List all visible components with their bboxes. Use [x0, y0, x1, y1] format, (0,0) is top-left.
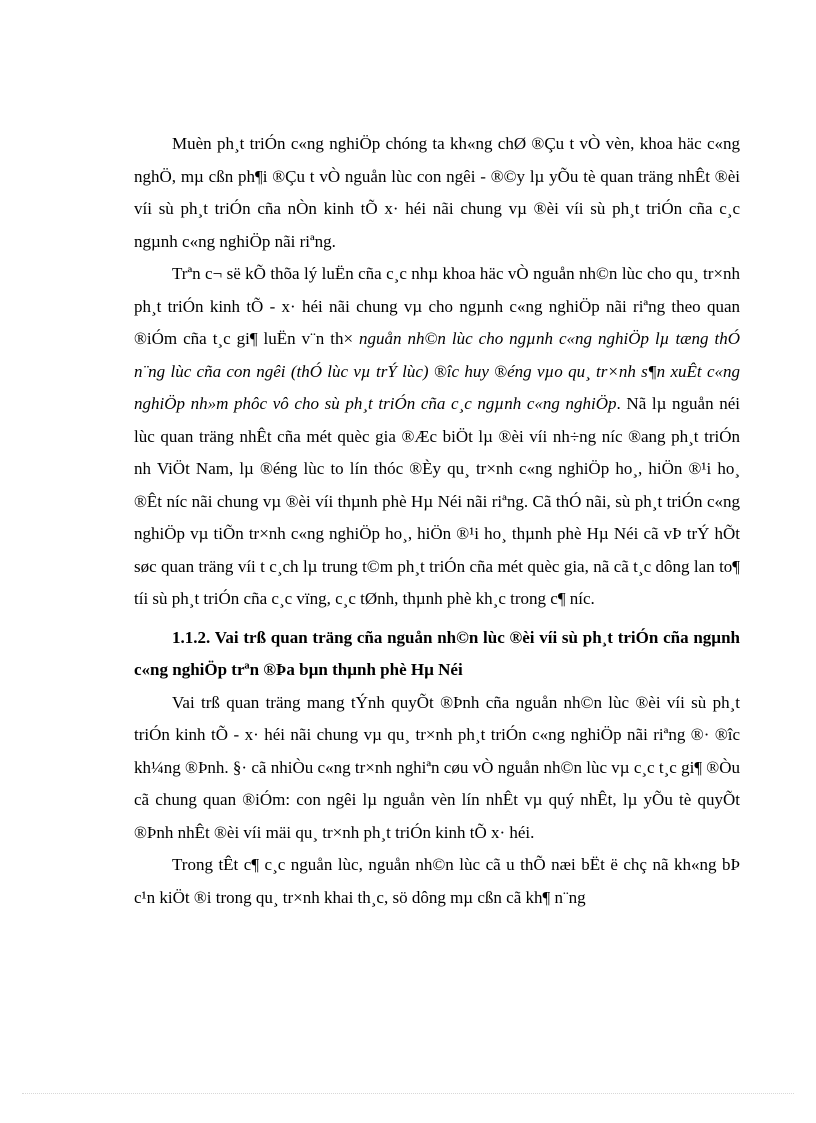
paragraph-4: [134, 849, 740, 914]
document-body: [134, 128, 740, 914]
paragraph-2: [134, 258, 740, 616]
paragraph-4-text: Trong tÊt c¶ c¸c nguån lùc, nguån nh©n lùc cã u thÕ næi bËt ë chç nã kh«ng bÞ c¹n kiÖt ®i trong qu¸ tr×nh khai th¸c, sö dông mµ cßn cã kh¶ n¨ng: [134, 855, 740, 907]
paragraph-2-definition-italic: nguån nh©n lùc cho ngµnh c«ng nghiÖp lµ tæng thÓ n¨ng lùc cña con ngêi (thÓ lùc vµ trÝ lùc) ®îc huy ®éng vµo qu¸ tr×nh s¶n xuÊt c«ng nghiÖp nh»m phôc vô cho sù ph¸t triÓn cña c¸c ngµnh c«ng nghiÖp: [134, 329, 740, 413]
page-bottom-divider: [22, 1093, 794, 1094]
paragraph-2-text-a: Trªn c¬ së kÕ thõa lý luËn cña c¸c nhµ khoa häc vÒ nguån nh©n lùc cho qu¸ tr×nh ph¸t triÓn kinh tÕ - x· héi nãi chung vµ cho ngµnh c«ng nghiÖp nãi riªng theo quan ®iÓm cña t¸c gi¶ luËn v¨n th×: [134, 264, 740, 348]
paragraph-1-text: Muèn ph¸t triÓn c«ng nghiÖp chóng ta kh«ng chØ ®Çu t vÒ vèn, khoa häc c«ng nghÖ, mµ cßn ph¶i ®Çu t vÒ nguån lùc con ngêi - ®©y lµ yÕu tè quan träng nhÊt ®èi víi sù ph¸t triÓn cña nÒn kinh tÕ x· héi nãi chung vµ ®èi víi sù ph¸t triÓn cña c¸c ngµnh c«ng nghiÖp nãi riªng.: [134, 134, 740, 251]
section-heading-1-1-2: [134, 622, 740, 687]
paragraph-2-text-b: . Nã lµ nguån néi lùc quan träng nhÊt cña mét quèc gia ®Æc biÖt lµ ®èi víi nh÷ng níc ®ang ph¸t triÓn nh ViÖt Nam, lµ ®éng lùc to lín thóc ®Èy qu¸ tr×nh c«ng nghiÖp ho¸, hiÖn ®¹i ho¸ ®Êt níc nãi chung vµ ®èi víi thµnh phè Hµ Néi nãi riªng. Cã thÓ nãi, sù ph¸t triÓn c«ng nghiÖp vµ tiÕn tr×nh c«ng nghiÖp ho¸, hiÖn ®¹i ho¸ thµnh phè Hµ Néi cã vÞ trÝ hÕt søc quan träng víi t c¸ch lµ trung t©m ph¸t triÓn cña mét quèc gia, nã cã t¸c dông lan to¶ tíi sù ph¸t triÓn cña c¸c vïng, c¸c tØnh, thµnh phè kh¸c trong c¶ níc.: [134, 394, 741, 608]
section-heading-text: 1.1.2. Vai trß quan träng cña nguån nh©n lùc ®èi víi sù ph¸t triÓn cña ngµnh c«ng nghiÖp trªn ®Þa bµn thµnh phè Hµ Néi: [134, 627, 740, 679]
paragraph-1: [134, 128, 740, 258]
paragraph-3: [134, 687, 740, 850]
paragraph-3-text: Vai trß quan träng mang tÝnh quyÕt ®Þnh cña nguån nh©n lùc ®èi víi sù ph¸t triÓn kinh tÕ - x· héi nãi chung vµ qu¸ tr×nh ph¸t triÓn c«ng nghiÖp nãi riªng ®· ®îc kh¼ng ®Þnh. §· cã nhiÒu c«ng tr×nh nghiªn cøu vÒ nguån nh©n lùc vµ c¸c t¸c gi¶ ®Òu cã chung quan ®iÓm: con ngêi lµ nguån vèn lín nhÊt vµ quý nhÊt, lµ yÕu tè quyÕt ®Þnh nhÊt ®èi víi mäi qu¸ tr×nh ph¸t triÓn kinh tÕ x· héi.: [134, 692, 740, 842]
